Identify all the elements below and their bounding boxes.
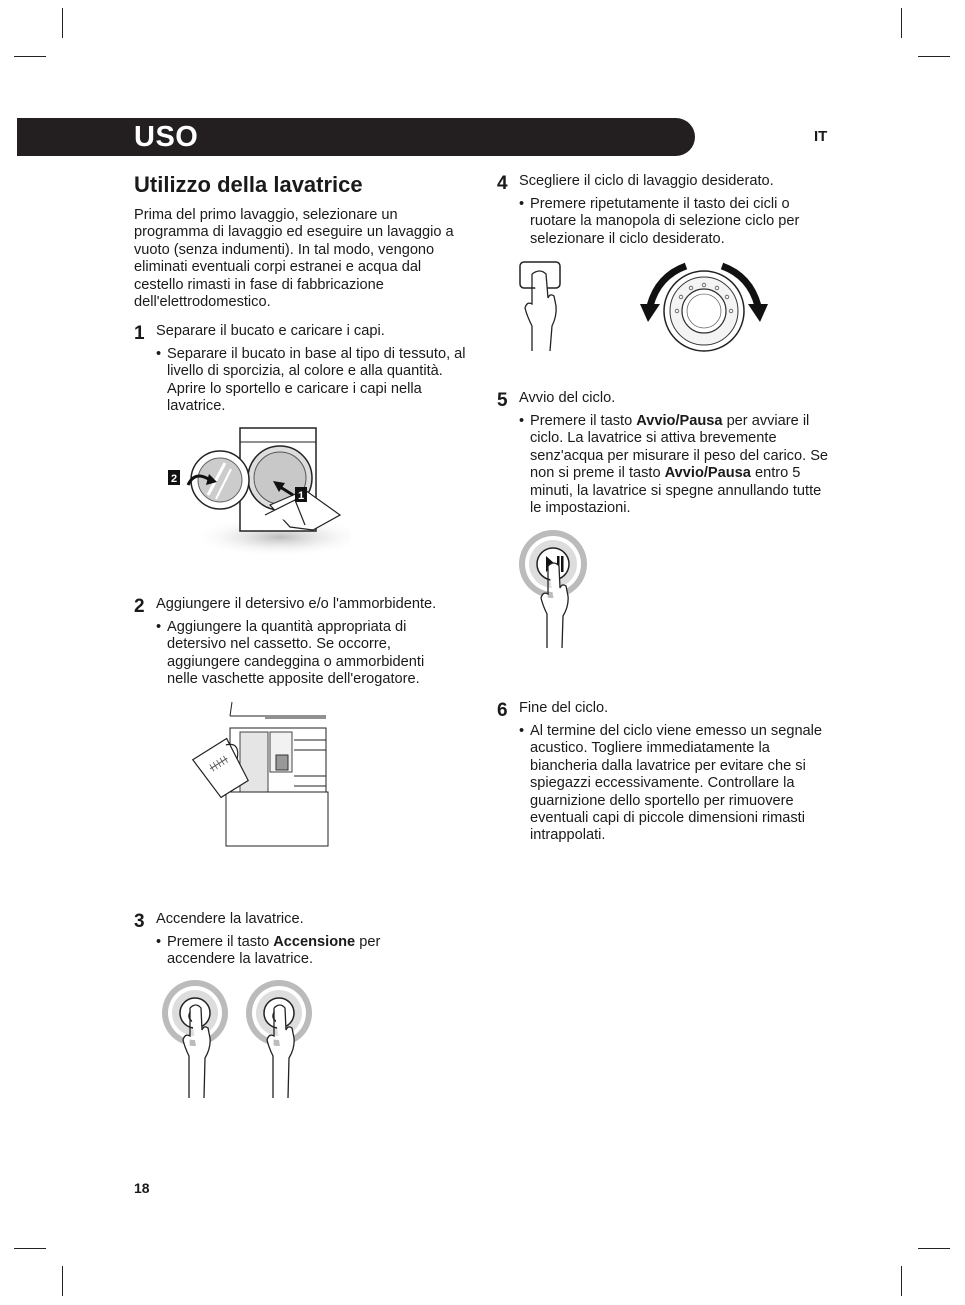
detergent-drawer-illustration [190, 700, 335, 850]
bullet-text: Separare il bucato in base al tipo di tessuto, al livello di sporcizia, al colore e alla quantità. Aprire lo sportello e caricare i capi nella lavatrice. [167, 346, 466, 415]
cycle-dial [664, 271, 744, 351]
crop-mark [62, 1266, 63, 1296]
step-title: Fine del ciclo. [519, 700, 609, 716]
bullet-dot: • [156, 934, 162, 950]
step-title: Avvio del ciclo. [519, 390, 616, 406]
step-2 [134, 596, 474, 691]
load-laundry-illustration [165, 425, 350, 560]
step-4 [497, 173, 837, 253]
crop-mark [62, 8, 63, 38]
step-title: Accendere la lavatrice. [156, 911, 304, 927]
page-heading: Utilizzo della lavatrice [134, 172, 363, 197]
step-number: 1 [134, 323, 145, 344]
start-pause-button-illustration [515, 528, 595, 650]
step-1 [134, 323, 474, 418]
power-button-press-1 [162, 980, 228, 1098]
step-number: 2 [134, 596, 145, 617]
page-number: 18 [134, 1180, 150, 1196]
step-title: Aggiungere il detersivo e/o l'ammorbidente. [156, 596, 437, 612]
start-pause-button-name-2: Avvio/Pausa [664, 465, 751, 482]
step-number: 4 [497, 173, 508, 194]
cycle-button-press [520, 262, 560, 351]
crop-mark [14, 56, 46, 57]
crop-mark [918, 56, 950, 57]
bullet-text [530, 413, 830, 517]
step-3 [134, 911, 474, 971]
bullet-text-start: Premere il tasto [530, 413, 637, 429]
step-5 [497, 390, 837, 520]
section-title: USO [134, 121, 199, 153]
bullet-dot: • [156, 619, 162, 635]
power-button-press-2 [246, 980, 312, 1098]
callout-1: 1 [297, 490, 305, 502]
language-code: IT [814, 128, 828, 145]
crop-mark [901, 1266, 902, 1296]
bullet-dot: • [519, 413, 525, 429]
bullet-text-start: Premere il tasto [167, 934, 274, 950]
crop-mark [14, 1248, 46, 1249]
crop-mark [918, 1248, 950, 1249]
step-number: 6 [497, 700, 508, 721]
bullet-text: Premere ripetutamente il tasto dei cicli o ruotare la manopola di selezione ciclo per selezionare il ciclo desiderato. [530, 196, 800, 247]
step-number: 3 [134, 911, 145, 932]
power-button-illustration [155, 978, 320, 1103]
bullet-dot: • [519, 723, 525, 739]
bullet-text-middle: per avviare il ciclo. La lavatrice si attiva brevemente senz'acqua per misurare il peso del carico. Se non si preme il tasto [530, 413, 829, 482]
cycle-selector-illustration [510, 256, 775, 356]
crop-mark [901, 8, 902, 38]
start-pause-button-name: Avvio/Pausa [636, 413, 723, 429]
bullet-text [167, 934, 407, 969]
bullet-text: Aggiungere la quantità appropriata di detersivo nel cassetto. Se occorre, aggiungere candeggina o ammorbidenti nelle vaschette apposite dell'erogatore. [167, 619, 425, 688]
bullet-dot: • [156, 346, 162, 362]
bullet-text: Al termine del ciclo viene emesso un segnale acustico. Togliere immediatamente la biancheria dalla lavatrice per evitare che si spiegazzi eccessivamente. Controllare la guarnizione dello sportello per rimuovere eventuali capi di piccole dimensioni rimasti intrappolati. [530, 723, 823, 844]
step-title: Separare il bucato e caricare i capi. [156, 323, 385, 339]
callout-2: 2 [170, 473, 178, 485]
bullet-text-end: entro 5 minuti, la lavatrice si spegne annullando tutte le impostazioni. [530, 465, 822, 517]
power-button-name: Accensione [273, 934, 356, 950]
step-number: 5 [497, 390, 508, 411]
bullet-text-end: per accendere la lavatrice. [167, 934, 381, 968]
section-banner [17, 118, 695, 156]
step-title: Scegliere il ciclo di lavaggio desiderato. [519, 173, 774, 189]
intro-paragraph: Prima del primo lavaggio, selezionare un programma di lavaggio ed eseguire un lavaggio a vuoto (senza indumenti). In tal modo, vengono eliminati eventuali corpi estranei e acqua dal cestello rimasti in fase di fabbricazione dell'elettrodomestico. [134, 207, 454, 311]
step-6 [497, 700, 837, 850]
bullet-dot: • [519, 196, 525, 212]
